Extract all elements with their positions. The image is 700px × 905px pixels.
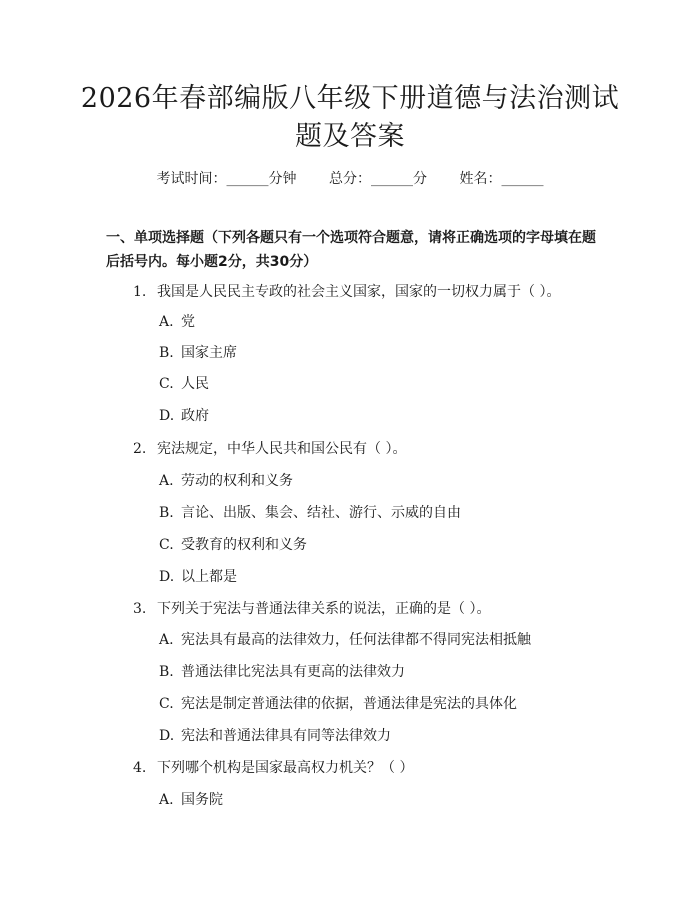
- option-text: 国家主席: [181, 345, 237, 361]
- option-letter: B.: [159, 345, 174, 361]
- option-text: 普通法律比宪法具有更高的法律效力: [181, 664, 405, 680]
- option-letter: A.: [159, 473, 174, 489]
- option-text: 言论、出版、集会、结社、游行、示威的自由: [181, 505, 461, 521]
- question-1: [133, 282, 560, 302]
- question-1-option-d: [159, 406, 209, 426]
- title-line-2: 题及答案: [295, 121, 405, 152]
- option-text: 国务院: [181, 792, 223, 808]
- question-3-option-a: [159, 630, 531, 650]
- question-2: [133, 439, 406, 459]
- exam-name: 姓名：______: [459, 171, 544, 187]
- option-letter: C.: [159, 696, 174, 712]
- exam-meta: [0, 168, 700, 188]
- option-letter: C.: [159, 537, 174, 553]
- exam-time: 考试时间：______分钟: [156, 171, 297, 187]
- page-title: [60, 80, 640, 156]
- option-text: 劳动的权利和义务: [181, 473, 293, 489]
- option-letter: A.: [159, 314, 174, 330]
- question-1-option-a: [159, 312, 195, 332]
- option-letter: A.: [159, 792, 174, 808]
- option-text: 人民: [181, 376, 209, 392]
- question-2-option-c: [159, 535, 307, 555]
- option-text: 政府: [181, 408, 209, 424]
- question-text: 下列关于宪法与普通法律关系的说法，正确的是（ ）。: [157, 601, 491, 617]
- option-text: 宪法和普通法律具有同等法律效力: [181, 728, 391, 744]
- option-letter: D.: [159, 408, 175, 424]
- question-1-option-b: [159, 343, 237, 363]
- option-letter: B.: [159, 505, 174, 521]
- question-4: [133, 758, 413, 778]
- question-3-option-c: [159, 694, 517, 714]
- section-heading: 一、单项选择题（下列各题只有一个选项符合题意，请将正确选项的字母填在题后括号内。每小题2分，共30分）: [106, 230, 596, 270]
- question-2-option-b: [159, 503, 461, 523]
- option-text: 宪法具有最高的法律效力，任何法律都不得同宪法相抵触: [181, 632, 531, 648]
- title-line-1: 2026年春部编版八年级下册道德与法治测试: [80, 83, 620, 114]
- question-number: 3.: [133, 601, 147, 617]
- option-letter: D.: [159, 569, 175, 585]
- option-letter: A.: [159, 632, 174, 648]
- exam-total-score: 总分：______分: [329, 171, 427, 187]
- option-letter: C.: [159, 376, 174, 392]
- option-letter: D.: [159, 728, 175, 744]
- question-text: 我国是人民民主专政的社会主义国家，国家的一切权力属于（ ）。: [157, 284, 561, 300]
- option-text: 宪法是制定普通法律的依据，普通法律是宪法的具体化: [181, 696, 517, 712]
- question-1-option-c: [159, 374, 209, 394]
- question-number: 1.: [133, 284, 147, 300]
- question-number: 4.: [133, 760, 147, 776]
- option-text: 党: [181, 314, 195, 330]
- option-letter: B.: [159, 664, 174, 680]
- option-text: 以上都是: [181, 569, 237, 585]
- question-2-option-d: [159, 567, 237, 587]
- question-2-option-a: [159, 471, 293, 491]
- question-3: [133, 599, 490, 619]
- question-3-option-d: [159, 726, 391, 746]
- question-text: 宪法规定，中华人民共和国公民有（ ）。: [157, 441, 407, 457]
- question-3-option-b: [159, 662, 405, 682]
- option-text: 受教育的权利和义务: [181, 537, 307, 553]
- question-4-option-a: [159, 790, 223, 810]
- question-text: 下列哪个机构是国家最高权力机关？（ ）: [157, 760, 414, 776]
- question-number: 2.: [133, 441, 147, 457]
